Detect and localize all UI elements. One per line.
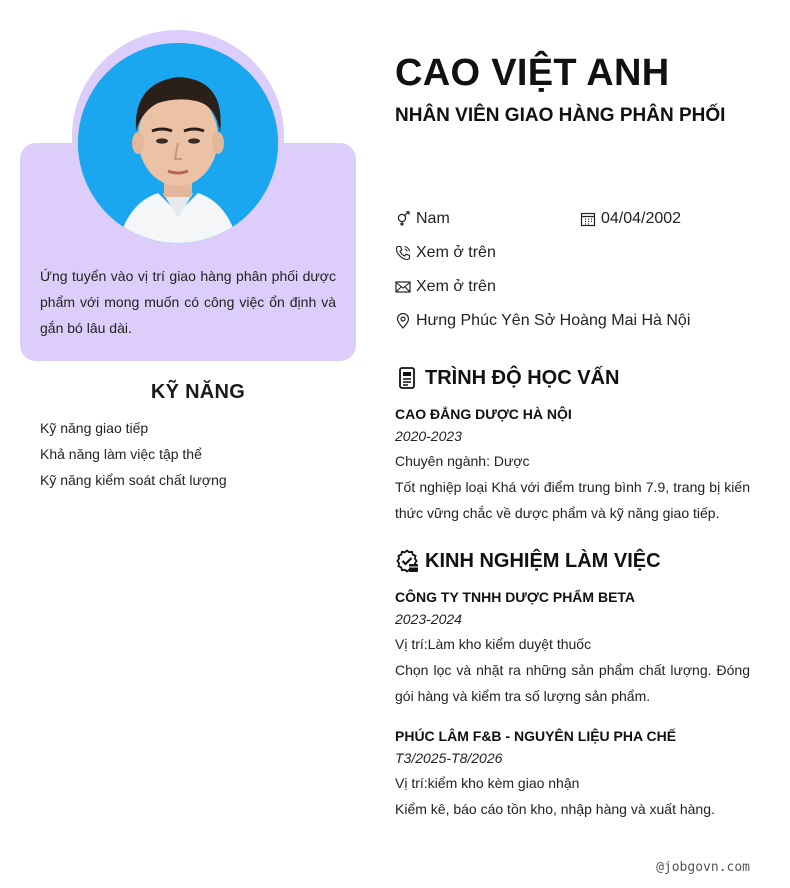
skills-list: [40, 415, 227, 493]
email-row: [395, 278, 496, 296]
education-icon: [395, 366, 419, 390]
experience-heading: [395, 549, 661, 573]
birthdate-value: 04/04/2002: [601, 210, 682, 227]
job-title: NHÂN VIÊN GIAO HÀNG PHÂN PHỐI: [395, 105, 726, 126]
education-period: 2020-2023: [395, 428, 462, 444]
job-description: Chọn lọc và nhặt ra những sản phẩm chất lượng. Đóng gói hàng và kiểm tra số lượng sản phẩm.: [395, 662, 750, 704]
address-row: [395, 312, 690, 330]
location-icon: [395, 313, 411, 329]
education-major: Chuyên ngành: Dược: [395, 453, 530, 469]
education-heading: [395, 366, 619, 390]
school-name: CAO ĐẲNG DƯỢC HÀ NỘI: [395, 406, 572, 422]
address-value: Hưng Phúc Yên Sở Hoàng Mai Hà Nội: [416, 312, 691, 329]
skill-item: Khả năng làm việc tập thể: [40, 446, 202, 462]
job-entry: [395, 587, 750, 709]
avatar-portrait: [78, 43, 278, 243]
phone-value: Xem ở trên: [416, 244, 496, 261]
mail-icon: [395, 279, 411, 295]
skill-item: Kỹ năng giao tiếp: [40, 420, 149, 436]
skills-heading: KỸ NĂNG: [150, 381, 246, 403]
gender-value: Nam: [416, 210, 450, 227]
job-description: Kiểm kê, báo cáo tồn kho, nhập hàng và xuất hàng.: [395, 801, 715, 817]
phone-row: [395, 244, 496, 262]
experience-icon: [395, 549, 419, 573]
company-name: CÔNG TY TNHH DƯỢC PHẨM BETA: [395, 589, 636, 605]
birthdate-row: [580, 210, 681, 228]
email-value: Xem ở trên: [416, 278, 496, 295]
education-title: TRÌNH ĐỘ HỌC VẤN: [425, 366, 620, 389]
candidate-name: CAO VIỆT ANH: [395, 52, 670, 94]
avatar: [78, 43, 278, 243]
calendar-icon: [580, 211, 596, 227]
experience-title: KINH NGHIỆM LÀM VIỆC: [425, 549, 661, 572]
job-position: Vị trí:kiểm kho kèm giao nhận: [395, 775, 580, 791]
gender-icon: [395, 211, 411, 227]
education-entry: [395, 404, 750, 526]
job-entry: [395, 726, 750, 822]
job-period: T3/2025-T8/2026: [395, 750, 503, 766]
job-period: 2023-2024: [395, 611, 462, 627]
phone-icon: [395, 245, 411, 261]
gender-row: [395, 210, 450, 228]
skill-item: Kỹ năng kiểm soát chất lượng: [40, 472, 227, 488]
watermark: @jobgovn.com: [656, 860, 750, 875]
job-position: Vị trí:Làm kho kiểm duyệt thuốc: [395, 636, 592, 652]
summary-text: Ứng tuyển vào vị trí giao hàng phân phối dược phẩm với mong muốn có công việc ổn định và gắn bó lâu dài.: [40, 268, 336, 336]
education-description: Tốt nghiệp loại Khá với điểm trung bình 7.9, trang bị kiến thức vững chắc về dược phẩm và kỹ năng giao tiếp.: [395, 479, 750, 521]
company-name: PHÚC LÂM F&B - NGUYÊN LIỆU PHA CHẾ: [395, 728, 677, 744]
